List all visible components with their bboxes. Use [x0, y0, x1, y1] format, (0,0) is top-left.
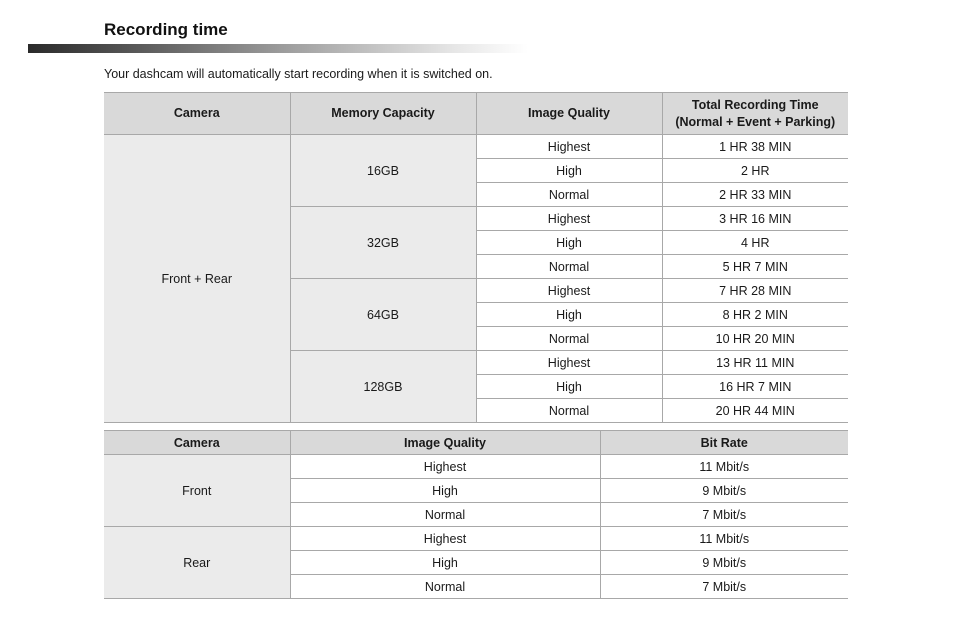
quality-cell: Highest [290, 527, 600, 551]
table-row [104, 135, 848, 159]
quality-cell: Normal [290, 503, 600, 527]
time-cell: 13 HR 11 MIN [662, 351, 848, 375]
quality-cell: High [290, 551, 600, 575]
bit-rate-cell: 7 Mbit/s [600, 575, 848, 599]
header-total-recording-time-line2: (Normal + Event + Parking) [675, 114, 836, 129]
header-bit-rate: Bit Rate [600, 431, 848, 455]
quality-cell: Highest [476, 279, 662, 303]
quality-cell: High [476, 159, 662, 183]
bit-rate-cell: 11 Mbit/s [600, 527, 848, 551]
table-row [104, 527, 848, 551]
quality-cell: Highest [476, 207, 662, 231]
header-total-recording-time-line1: Total Recording Time [691, 97, 819, 112]
bit-rate-cell: 7 Mbit/s [600, 503, 848, 527]
quality-cell: Highest [476, 135, 662, 159]
bit-rate-cell: 9 Mbit/s [600, 551, 848, 575]
time-cell: 2 HR 33 MIN [662, 183, 848, 207]
time-cell: 1 HR 38 MIN [662, 135, 848, 159]
quality-cell: High [476, 231, 662, 255]
header-image-quality: Image Quality [476, 93, 662, 135]
quality-cell: Highest [290, 455, 600, 479]
capacity-cell: 32GB [290, 207, 476, 279]
quality-cell: Highest [476, 351, 662, 375]
camera-cell: Rear [104, 527, 290, 599]
camera-cell: Front + Rear [104, 135, 290, 423]
intro-text: Your dashcam will automatically start recording when it is switched on. [104, 67, 493, 81]
bit-rate-table [104, 430, 848, 599]
quality-cell: High [476, 375, 662, 399]
time-cell: 4 HR [662, 231, 848, 255]
quality-cell: High [476, 303, 662, 327]
table-header-row [104, 431, 848, 455]
capacity-cell: 16GB [290, 135, 476, 207]
time-cell: 3 HR 16 MIN [662, 207, 848, 231]
time-cell: 5 HR 7 MIN [662, 255, 848, 279]
bit-rate-cell: 11 Mbit/s [600, 455, 848, 479]
title-underline-bar [28, 44, 528, 53]
time-cell: 7 HR 28 MIN [662, 279, 848, 303]
header-memory-capacity: Memory Capacity [290, 93, 476, 135]
header-camera: Camera [104, 93, 290, 135]
time-cell: 20 HR 44 MIN [662, 399, 848, 423]
time-cell: 16 HR 7 MIN [662, 375, 848, 399]
time-cell: 10 HR 20 MIN [662, 327, 848, 351]
header-camera: Camera [104, 431, 290, 455]
camera-cell: Front [104, 455, 290, 527]
quality-cell: Normal [290, 575, 600, 599]
capacity-cell: 128GB [290, 351, 476, 423]
quality-cell: Normal [476, 399, 662, 423]
table-header-row [104, 93, 848, 135]
table-row [104, 455, 848, 479]
time-cell: 8 HR 2 MIN [662, 303, 848, 327]
quality-cell: Normal [476, 183, 662, 207]
bit-rate-cell: 9 Mbit/s [600, 479, 848, 503]
recording-time-table [104, 92, 848, 423]
quality-cell: Normal [476, 327, 662, 351]
capacity-cell: 64GB [290, 279, 476, 351]
page-title: Recording time [104, 20, 228, 39]
quality-cell: High [290, 479, 600, 503]
header-image-quality: Image Quality [290, 431, 600, 455]
quality-cell: Normal [476, 255, 662, 279]
time-cell: 2 HR [662, 159, 848, 183]
header-total-recording-time [662, 93, 848, 135]
